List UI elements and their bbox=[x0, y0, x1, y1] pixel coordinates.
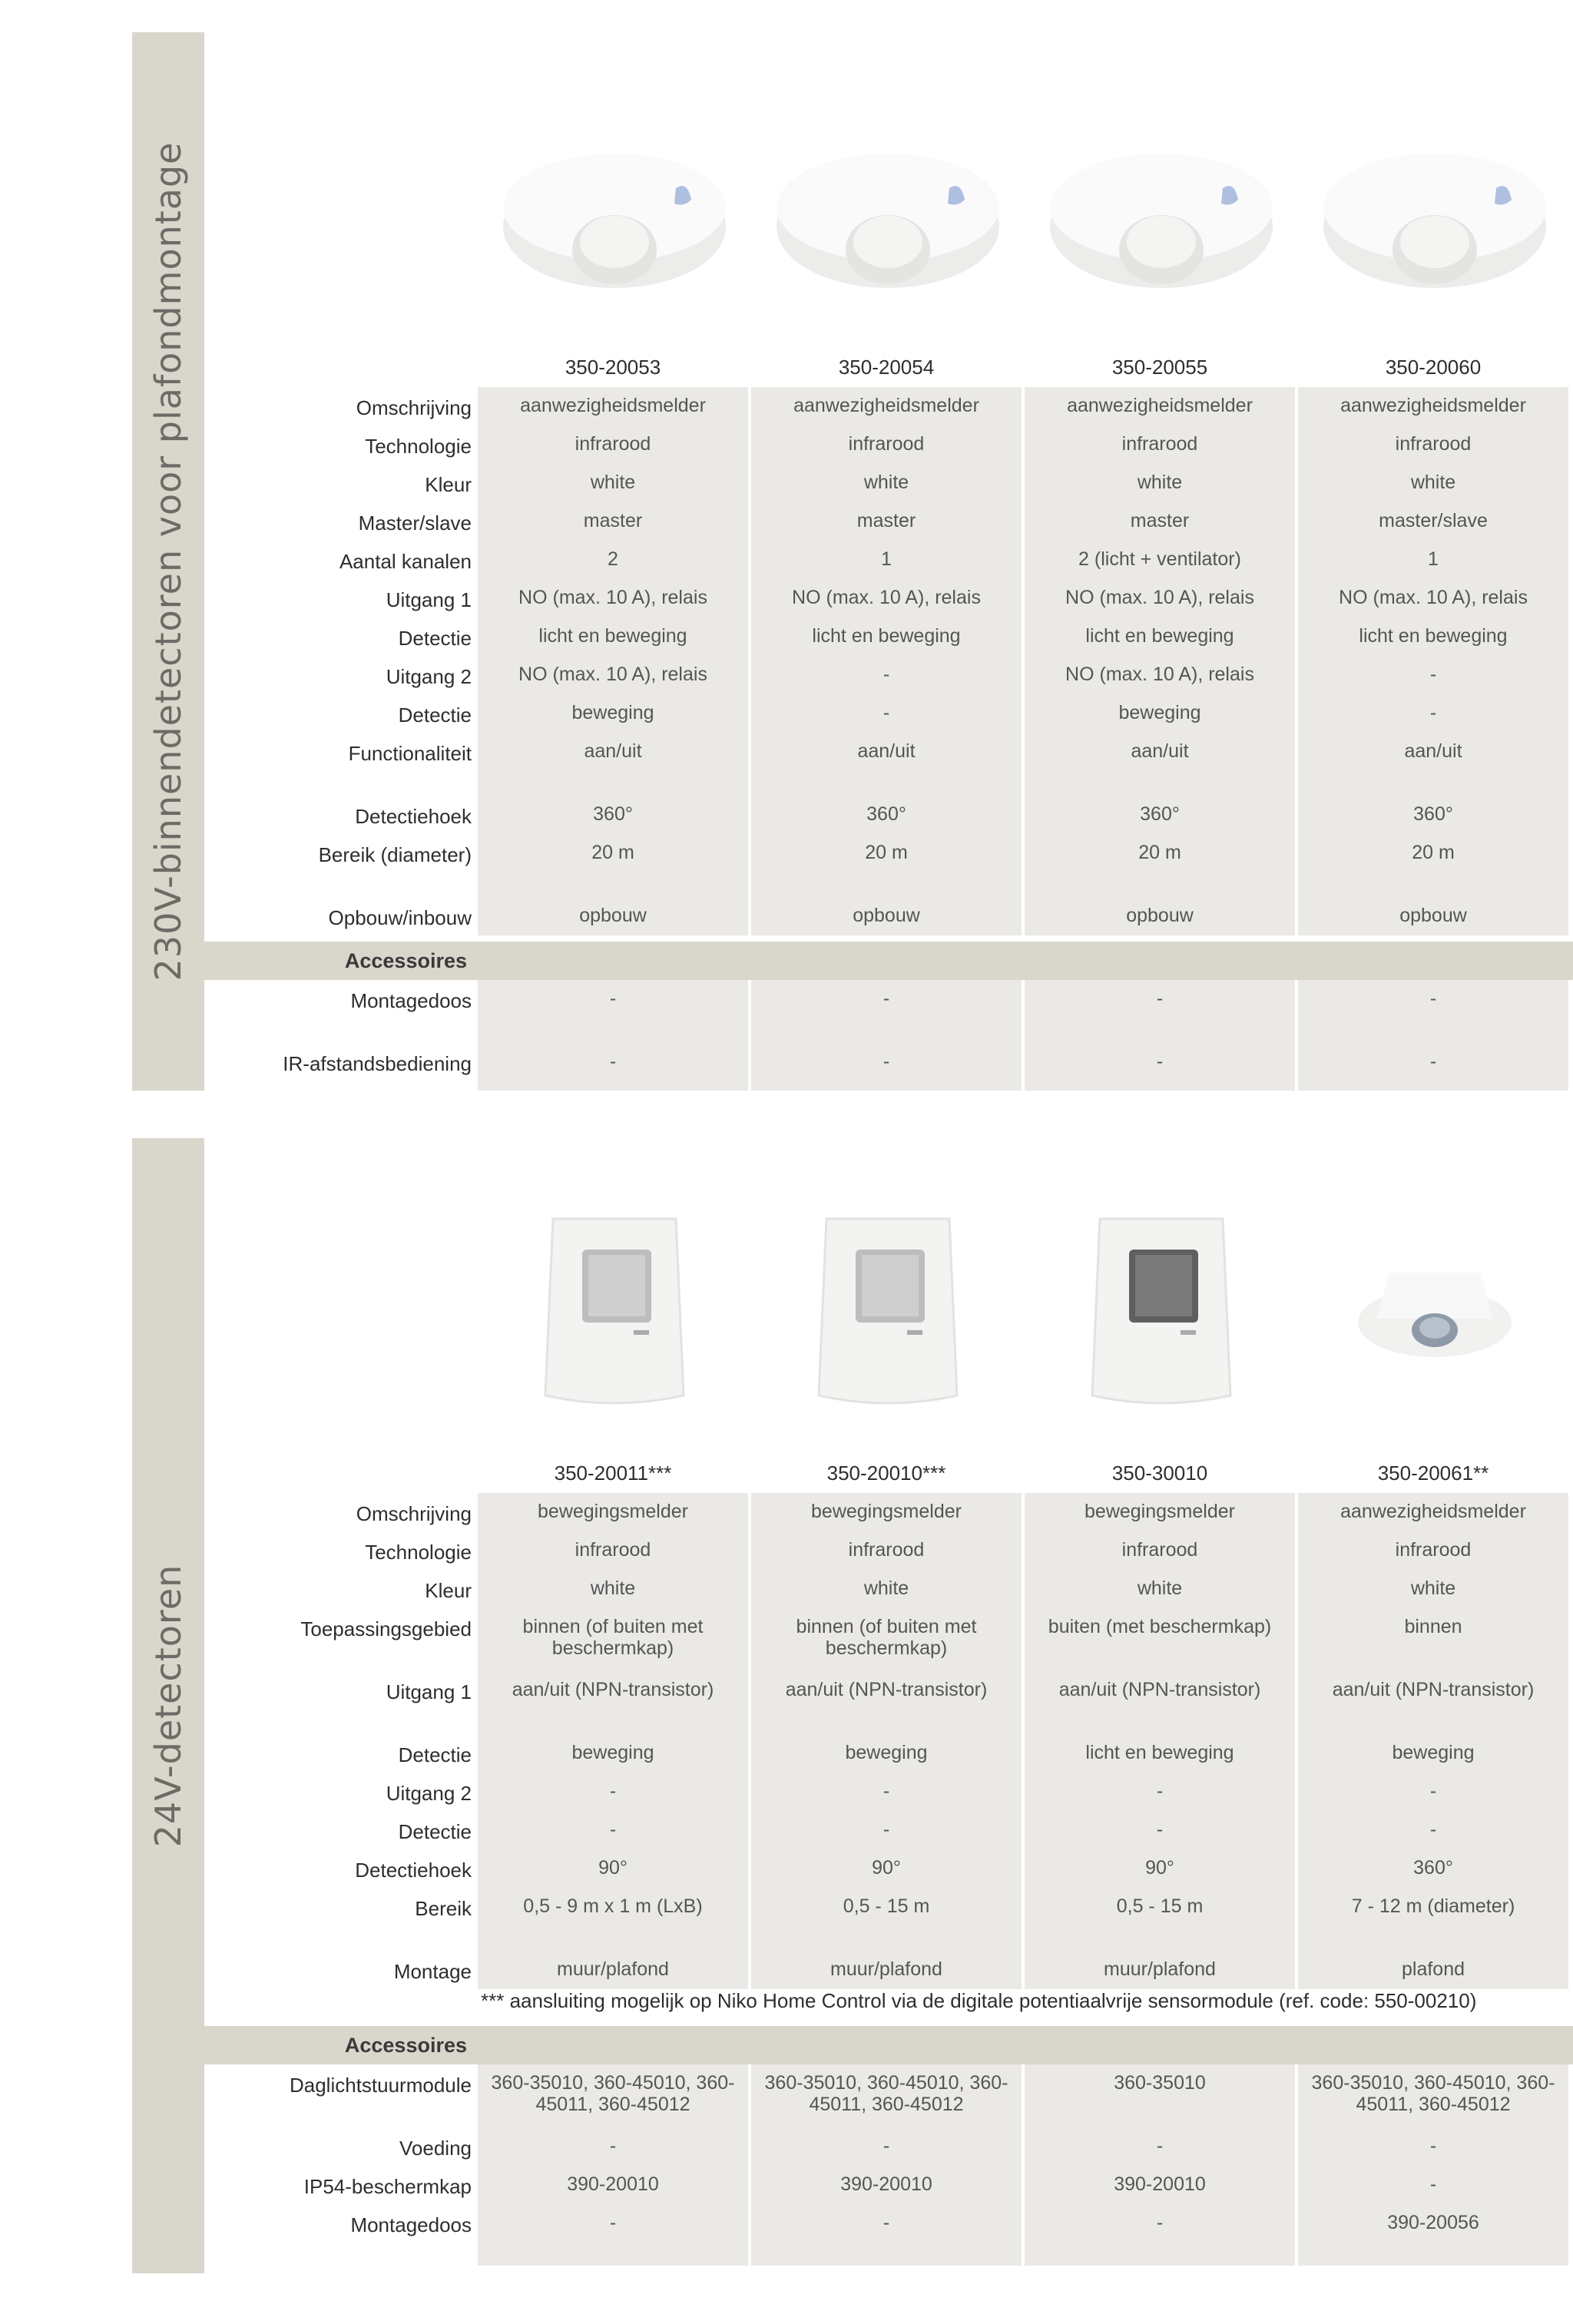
product-code: 350-20011*** bbox=[478, 1455, 748, 1493]
table-cell: NO (max. 10 A), relais bbox=[478, 579, 748, 617]
table-row bbox=[204, 1671, 1573, 1736]
table-row bbox=[204, 2204, 1573, 2267]
table-row bbox=[204, 1531, 1573, 1571]
product-image-ceiling-detector bbox=[1025, 100, 1298, 330]
table-row bbox=[204, 834, 1573, 899]
table-cell: 360° bbox=[1298, 796, 1568, 834]
row-label: Master/slave bbox=[204, 502, 472, 541]
row-label: Aantal kanalen bbox=[204, 541, 472, 579]
table-cell: infrarood bbox=[751, 425, 1022, 464]
row-label: Uitgang 2 bbox=[204, 1773, 472, 1811]
table-cell: aan/uit (NPN-transistor) bbox=[1298, 1671, 1568, 1734]
row-label: Opbouw/inbouw bbox=[204, 897, 472, 935]
table-row bbox=[204, 1570, 1573, 1610]
accessories-header: Accessoires bbox=[204, 2026, 1573, 2064]
table-cell: infrarood bbox=[1298, 1531, 1568, 1570]
table-cell: - bbox=[751, 1811, 1022, 1849]
table-cell: bewegingsmelder bbox=[478, 1493, 748, 1531]
table-row bbox=[204, 2166, 1573, 2206]
table-cell: master bbox=[751, 502, 1022, 541]
table-cell: 360-35010, 360-45010, 360-45011, 360-45012 bbox=[751, 2064, 1022, 2127]
table-cell: - bbox=[478, 1811, 748, 1849]
section-sidebar bbox=[132, 32, 204, 1091]
table-row bbox=[204, 464, 1573, 504]
table-cell: 90° bbox=[478, 1849, 748, 1888]
table-row bbox=[204, 1043, 1573, 1092]
row-label: Technologie bbox=[204, 425, 472, 464]
table-cell: white bbox=[751, 1570, 1022, 1608]
table-cell: aan/uit (NPN-transistor) bbox=[751, 1671, 1022, 1734]
table-cell: white bbox=[478, 1570, 748, 1608]
table-cell: infrarood bbox=[1025, 1531, 1295, 1570]
table-cell: buiten (met beschermkap) bbox=[1025, 1608, 1295, 1671]
table-cell: - bbox=[478, 1773, 748, 1811]
product-code: 350-20060 bbox=[1298, 349, 1568, 387]
table-cell: - bbox=[1298, 2166, 1568, 2204]
table-cell: 20 m bbox=[1025, 834, 1295, 897]
accessories-header: Accessoires bbox=[204, 942, 1573, 980]
table-cell: - bbox=[1025, 1811, 1295, 1849]
table-cell: 360° bbox=[478, 796, 748, 834]
section-24v bbox=[0, 1138, 1573, 2273]
table-cell: white bbox=[1298, 1570, 1568, 1608]
table-cell: - bbox=[1298, 1773, 1568, 1811]
product-code: 350-20010*** bbox=[751, 1455, 1022, 1493]
product-image-wall-detector bbox=[1025, 1169, 1298, 1453]
table-row bbox=[204, 1608, 1573, 1673]
product-image-ceiling-detector bbox=[1298, 100, 1571, 330]
row-label: Montage bbox=[204, 1951, 472, 1989]
table-cell: 390-20010 bbox=[478, 2166, 748, 2204]
table-row bbox=[204, 656, 1573, 696]
row-label: Omschrijving bbox=[204, 387, 472, 425]
table-row bbox=[204, 1734, 1573, 1774]
table-row bbox=[204, 502, 1573, 542]
table-cell: - bbox=[1298, 2127, 1568, 2166]
table-cell: 20 m bbox=[478, 834, 748, 897]
table-cell: 90° bbox=[1025, 1849, 1295, 1888]
row-label: IP54-beschermkap bbox=[204, 2166, 472, 2204]
table-cell: NO (max. 10 A), relais bbox=[1025, 656, 1295, 694]
footnote: *** aansluiting mogelijk op Niko Home Control via de digitale potentiaalvrije sensormodule (ref. code: 550-00210) bbox=[481, 1989, 1477, 2012]
row-label: IR-afstandsbediening bbox=[204, 1043, 472, 1091]
table-row bbox=[204, 1773, 1573, 1813]
table-cell: 360° bbox=[1025, 796, 1295, 834]
table-cell: infrarood bbox=[478, 425, 748, 464]
row-label: Toepassingsgebied bbox=[204, 1608, 472, 1671]
table-cell: beweging bbox=[1025, 694, 1295, 733]
table-row bbox=[204, 980, 1573, 1044]
table-cell: NO (max. 10 A), relais bbox=[1025, 579, 1295, 617]
table-cell: - bbox=[1025, 980, 1295, 1043]
product-image-wall-detector bbox=[478, 1169, 751, 1453]
table-cell: aan/uit bbox=[1025, 733, 1295, 796]
table-row bbox=[204, 617, 1573, 657]
table-cell: plafond bbox=[1298, 1951, 1568, 1989]
table-cell: - bbox=[751, 656, 1022, 694]
row-label: Detectie bbox=[204, 617, 472, 656]
row-label: Kleur bbox=[204, 1570, 472, 1608]
row-label: Montagedoos bbox=[204, 980, 472, 1043]
table-cell: 0,5 - 9 m x 1 m (LxB) bbox=[478, 1888, 748, 1951]
table-cell: 0,5 - 15 m bbox=[751, 1888, 1022, 1951]
row-label: Detectie bbox=[204, 1811, 472, 1849]
table-cell: white bbox=[478, 464, 748, 502]
table-cell: beweging bbox=[478, 694, 748, 733]
product-code-row bbox=[204, 349, 1573, 389]
table-row bbox=[204, 1888, 1573, 1952]
table-cell: - bbox=[751, 1773, 1022, 1811]
table-cell: bewegingsmelder bbox=[1025, 1493, 1295, 1531]
table-cell: 0,5 - 15 m bbox=[1025, 1888, 1295, 1951]
table-cell: bewegingsmelder bbox=[751, 1493, 1022, 1531]
table-row bbox=[204, 694, 1573, 734]
table-row bbox=[204, 2127, 1573, 2167]
table-cell: master/slave bbox=[1298, 502, 1568, 541]
product-image-ceiling-detector bbox=[478, 100, 751, 330]
table-row bbox=[204, 541, 1573, 581]
table-cell: master bbox=[478, 502, 748, 541]
product-image-ceiling-detector bbox=[1298, 1169, 1571, 1453]
table-cell: - bbox=[478, 980, 748, 1043]
table-row bbox=[204, 425, 1573, 465]
table-cell: NO (max. 10 A), relais bbox=[478, 656, 748, 694]
table-cell: aan/uit bbox=[1298, 733, 1568, 796]
table-row bbox=[204, 579, 1573, 619]
row-label: Detectiehoek bbox=[204, 796, 472, 834]
product-code: 350-20053 bbox=[478, 349, 748, 387]
table-cell: - bbox=[1298, 694, 1568, 733]
table-cell: - bbox=[1025, 1773, 1295, 1811]
row-label: Montagedoos bbox=[204, 2204, 472, 2266]
table-cell: - bbox=[1298, 656, 1568, 694]
table-cell: licht en beweging bbox=[1298, 617, 1568, 656]
table-cell: white bbox=[1025, 1570, 1295, 1608]
table-cell: 360-35010 bbox=[1025, 2064, 1295, 2127]
table-cell: 1 bbox=[751, 541, 1022, 579]
table-cell: aan/uit bbox=[478, 733, 748, 796]
row-label: Uitgang 1 bbox=[204, 579, 472, 617]
product-code: 350-20054 bbox=[751, 349, 1022, 387]
product-code: 350-20061** bbox=[1298, 1455, 1568, 1493]
table-cell: licht en beweging bbox=[751, 617, 1022, 656]
table-cell: white bbox=[751, 464, 1022, 502]
table-cell: opbouw bbox=[751, 897, 1022, 935]
row-label: Uitgang 1 bbox=[204, 1671, 472, 1734]
table-cell: 360° bbox=[1298, 1849, 1568, 1888]
table-cell: - bbox=[751, 2204, 1022, 2266]
row-label: Voeding bbox=[204, 2127, 472, 2166]
product-code: 350-20055 bbox=[1025, 349, 1295, 387]
table-cell: aanwezigheidsmelder bbox=[1298, 387, 1568, 425]
table-cell: - bbox=[751, 2127, 1022, 2166]
table-row bbox=[204, 1811, 1573, 1851]
table-cell: - bbox=[1298, 1043, 1568, 1091]
table-cell: - bbox=[1025, 2127, 1295, 2166]
row-label: Detectie bbox=[204, 1734, 472, 1773]
table-cell: opbouw bbox=[1025, 897, 1295, 935]
table-row bbox=[204, 387, 1573, 427]
table-row bbox=[204, 796, 1573, 836]
section-title: 230V-binnendetectoren voor plafondmontage bbox=[147, 141, 189, 982]
table-cell: - bbox=[478, 2204, 748, 2266]
table-cell: 1 bbox=[1298, 541, 1568, 579]
product-code: 350-30010 bbox=[1025, 1455, 1295, 1493]
product-code-row bbox=[204, 1455, 1573, 1495]
table-row bbox=[204, 897, 1573, 937]
table-cell: aanwezigheidsmelder bbox=[478, 387, 748, 425]
table-cell: muur/plafond bbox=[751, 1951, 1022, 1989]
table-cell: licht en beweging bbox=[1025, 617, 1295, 656]
table-cell: binnen (of buiten met beschermkap) bbox=[478, 1608, 748, 1671]
section-title: 24V-detectoren bbox=[147, 1564, 189, 1848]
table-cell: 2 bbox=[478, 541, 748, 579]
row-label: Technologie bbox=[204, 1531, 472, 1570]
row-label: Detectiehoek bbox=[204, 1849, 472, 1888]
table-cell: 360-35010, 360-45010, 360-45011, 360-45012 bbox=[1298, 2064, 1568, 2127]
row-label: Detectie bbox=[204, 694, 472, 733]
table-cell: - bbox=[1298, 980, 1568, 1043]
table-cell: muur/plafond bbox=[1025, 1951, 1295, 1989]
table-cell: - bbox=[751, 694, 1022, 733]
row-label: Bereik bbox=[204, 1888, 472, 1951]
table-cell: aan/uit (NPN-transistor) bbox=[478, 1671, 748, 1734]
product-image-ceiling-detector bbox=[751, 100, 1025, 330]
table-cell: 7 - 12 m (diameter) bbox=[1298, 1888, 1568, 1951]
table-cell: - bbox=[1025, 2204, 1295, 2266]
product-images bbox=[478, 1169, 1573, 1453]
table-cell: master bbox=[1025, 502, 1295, 541]
table-cell: opbouw bbox=[1298, 897, 1568, 935]
table-cell: infrarood bbox=[478, 1531, 748, 1570]
table-cell: NO (max. 10 A), relais bbox=[751, 579, 1022, 617]
table-cell: licht en beweging bbox=[478, 617, 748, 656]
table-cell: 390-20010 bbox=[1025, 2166, 1295, 2204]
table-cell: - bbox=[478, 2127, 748, 2166]
table-cell: opbouw bbox=[478, 897, 748, 935]
table-cell: binnen (of buiten met beschermkap) bbox=[751, 1608, 1022, 1671]
table-cell: white bbox=[1025, 464, 1295, 502]
table-cell: infrarood bbox=[1025, 425, 1295, 464]
table-cell: 360° bbox=[751, 796, 1022, 834]
row-label: Functionaliteit bbox=[204, 733, 472, 796]
section-sidebar bbox=[132, 1138, 204, 2273]
table-cell: beweging bbox=[751, 1734, 1022, 1773]
table-cell: 2 (licht + ventilator) bbox=[1025, 541, 1295, 579]
table-cell: - bbox=[751, 1043, 1022, 1091]
table-row bbox=[204, 1951, 1573, 1991]
table-row bbox=[204, 1849, 1573, 1889]
table-cell: - bbox=[478, 1043, 748, 1091]
table-cell: NO (max. 10 A), relais bbox=[1298, 579, 1568, 617]
table-cell: - bbox=[1025, 1043, 1295, 1091]
table-cell: aanwezigheidsmelder bbox=[751, 387, 1022, 425]
table-cell: 390-20056 bbox=[1298, 2204, 1568, 2266]
table-cell: beweging bbox=[478, 1734, 748, 1773]
table-cell: 360-35010, 360-45010, 360-45011, 360-45012 bbox=[478, 2064, 748, 2127]
table-cell: licht en beweging bbox=[1025, 1734, 1295, 1773]
table-cell: - bbox=[751, 980, 1022, 1043]
table-row bbox=[204, 1493, 1573, 1533]
table-row bbox=[204, 733, 1573, 797]
table-cell: infrarood bbox=[1298, 425, 1568, 464]
table-cell: beweging bbox=[1298, 1734, 1568, 1773]
product-image-wall-detector bbox=[751, 1169, 1025, 1453]
table-cell: aan/uit bbox=[751, 733, 1022, 796]
section-230v bbox=[0, 32, 1573, 1091]
row-label: Daglichtstuurmodule bbox=[204, 2064, 472, 2127]
table-cell: - bbox=[1298, 1811, 1568, 1849]
table-cell: white bbox=[1298, 464, 1568, 502]
table-cell: 90° bbox=[751, 1849, 1022, 1888]
row-label: Kleur bbox=[204, 464, 472, 502]
table-cell: binnen bbox=[1298, 1608, 1568, 1671]
table-cell: infrarood bbox=[751, 1531, 1022, 1570]
table-cell: aan/uit (NPN-transistor) bbox=[1025, 1671, 1295, 1734]
table-cell: 20 m bbox=[751, 834, 1022, 897]
row-label: Omschrijving bbox=[204, 1493, 472, 1531]
table-cell: aanwezigheidsmelder bbox=[1025, 387, 1295, 425]
product-images bbox=[478, 100, 1573, 330]
table-cell: 390-20010 bbox=[751, 2166, 1022, 2204]
table-cell: aanwezigheidsmelder bbox=[1298, 1493, 1568, 1531]
table-row bbox=[204, 2064, 1573, 2129]
row-label: Bereik (diameter) bbox=[204, 834, 472, 897]
table-cell: 20 m bbox=[1298, 834, 1568, 897]
row-label: Uitgang 2 bbox=[204, 656, 472, 694]
table-cell: muur/plafond bbox=[478, 1951, 748, 1989]
